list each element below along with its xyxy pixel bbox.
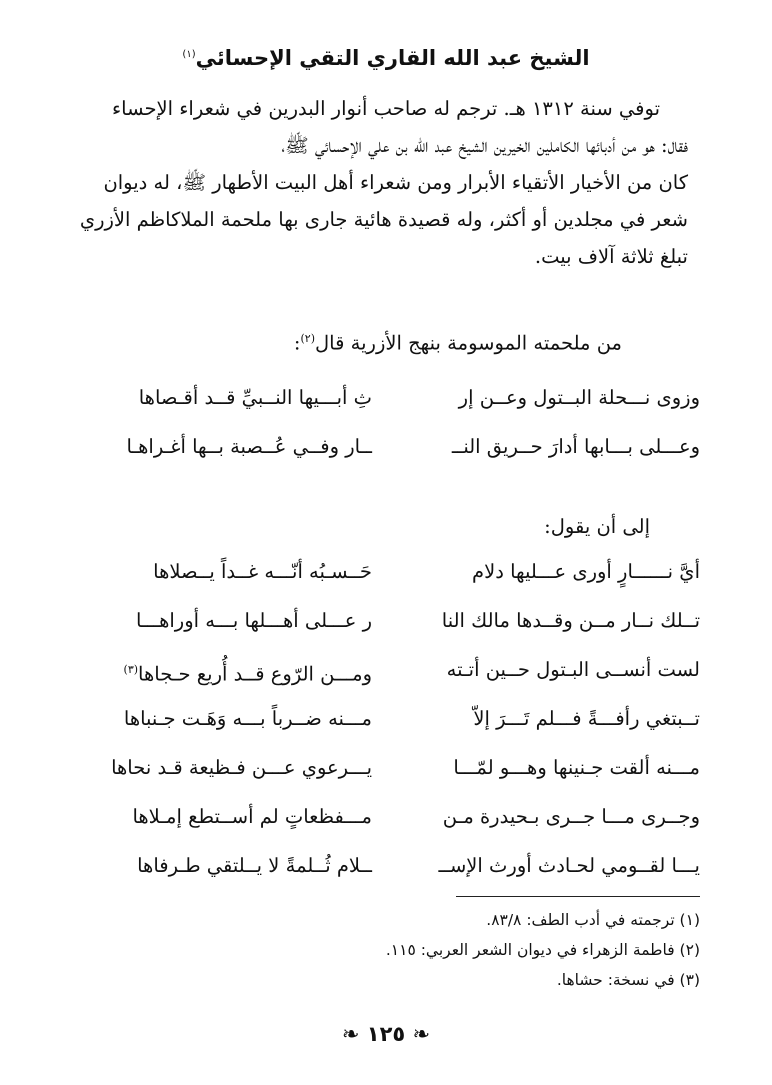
verse-second-hemistich: ــار وفــي عُــصبة بــها أغـراهـا (126, 435, 372, 458)
verse-first-hemistich: وعـــلى بـــابها أدارَ حــريق النــ (451, 435, 700, 458)
poem-intro-text: من ملحمته الموسومة بنهج الأزرية قال (315, 331, 622, 355)
verse-first-hemistich: مـــنه ألقت جـنينها وهـــو لمّـــا (453, 756, 700, 779)
verse-line (72, 427, 700, 476)
verse-second-hemistich: ر عـــلى أهـــلها بـــه أوراهـــا (136, 609, 372, 632)
page-number: ❧ ١٢٥ ❧ (341, 1022, 431, 1046)
footnote: (١) ترجمته في أدب الطف: ٨٣/٨. (486, 911, 700, 929)
verse-footnote-marker: (٣) (123, 663, 139, 676)
verse-second-hemistich-with-note (72, 650, 372, 695)
verse-line (72, 650, 700, 699)
verse-line (72, 797, 700, 846)
continuation-text: إلى أن يقول: (544, 515, 650, 538)
verse-second-hemistich: حَــسـبُه أنّـــه غــداً يــصلاها (153, 560, 372, 583)
verses-second-group (72, 552, 700, 895)
title-text: الشيخ عبد الله القاري التقي الإحسائي (195, 46, 590, 70)
poem-intro-colon: : (293, 331, 301, 355)
verse-second-hemistich: مـــفظعاتٍ لم أســتطع إمـلاها (132, 805, 372, 828)
page-title (60, 40, 712, 73)
verse-line (72, 552, 700, 601)
verse-first-hemistich: يـــا لقــومي لحـادث أورث الإســ (438, 854, 700, 877)
verse-line (72, 601, 700, 650)
verse-line (72, 378, 700, 427)
poem-intro (294, 320, 622, 362)
verse-first-hemistich: لست أنســى البـتول حــين أتـته (446, 658, 700, 681)
bio-line: توفي سنة ١٣١٢ هـ. ترجم له صاحب أنوار البدرين في شعراء الإحساء (111, 97, 660, 120)
verse-first-hemistich: وجــرى مـــا جــرى بـحيدرة مـن (442, 805, 700, 828)
bio-line: شعر في مجلدين أو أكثر، وله قصيدة هائية جارى بها ملحمة الملاكاظم الأزري (79, 208, 688, 231)
verse-line (72, 846, 700, 895)
verse-first-hemistich: تــبتغي رأفـــةً فـــلم تَـــرَ إلاّ (473, 707, 700, 730)
verse-second-hemistich: مـــنه ضــرباً بـــه وَهَـت جـنباها (123, 707, 372, 730)
verse-second-hemistich: ومـــن الرّوع قــد أُريع حـجاها (138, 662, 372, 686)
bio-line: فقال: هو من أدبائها الكاملين الخيرين الشيخ عبد الله بن علي الإحسائي ﷺ، (281, 134, 688, 157)
verse-first-hemistich: أيَّ نــــــارٍ أورى عـــليها دلام (472, 560, 700, 583)
footnote: (٢) فاطمة الزهراء في ديوان الشعر العربي: ١١٥. (385, 941, 700, 959)
verse-second-hemistich: ثِ أبـــيها النــبيِّ قــد أقـصاها (138, 386, 372, 409)
verse-second-hemistich: يـــرعوي عـــن فـظيعة قـد نحاها (111, 756, 372, 779)
verse-first-hemistich: وزوى نـــحلة البــتول وعــن إر (458, 386, 700, 409)
footnote: (٣) في نسخة: حشاها. (556, 971, 700, 989)
intro-footnote-marker: (٢) (300, 332, 316, 345)
bio-line: كان من الأخيار الأتقياء الأبرار ومن شعراء أهل البيت الأطهار ﷺ، له ديوان (103, 171, 688, 194)
verse-line (72, 699, 700, 748)
verses-first-group (72, 378, 700, 476)
footnotes (72, 905, 700, 995)
footnote-divider (456, 896, 700, 897)
verse-second-hemistich: ــلام ثُــلمةً لا يــلتقي طـرفاها (137, 854, 372, 877)
verse-first-hemistich: تــلك نــار مــن وقــدها مالك النا (441, 609, 700, 632)
title-footnote-marker: (١) (182, 49, 196, 60)
verse-line (72, 748, 700, 797)
bio-line: تبلغ ثلاثة آلاف بيت. (534, 245, 688, 268)
biography-paragraph (72, 90, 688, 275)
